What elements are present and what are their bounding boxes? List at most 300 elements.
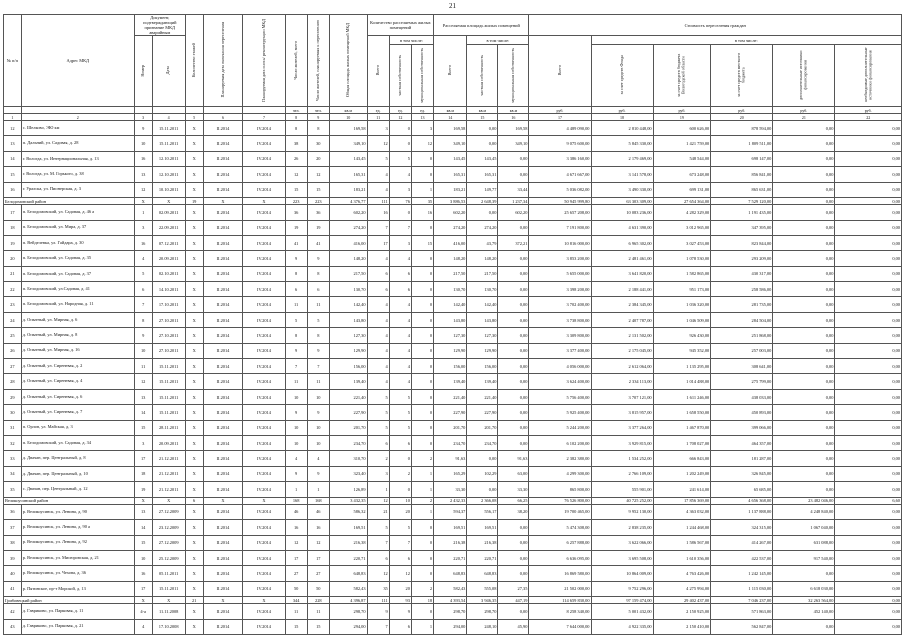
data-cell: 4 763 426,00 [653,566,711,581]
address-cell: д. Двачан, пер. Центральный, д. 10 [21,466,134,481]
data-cell: IV.2014 [243,297,285,312]
data-cell: 10.10.2011 [152,182,185,197]
data-cell: 323,40 [329,466,367,481]
data-cell: 241 614,00 [653,482,711,497]
data-cell: 0,00 [467,205,498,220]
group-cell: 93 [389,597,411,604]
data-cell: 38 [285,136,307,151]
data-cell: 0 [411,220,433,235]
data-cell: 16 [285,520,307,535]
data-cell: 0,00 [835,374,902,389]
data-cell: 7 [285,359,307,374]
data-cell: 217,50 [467,266,498,281]
data-cell: 430 317,00 [711,266,773,281]
data-cell: 11.11.2008 [152,604,185,619]
address-cell: п. Белодомовский, ул. Садовая, д. 35 [21,251,134,266]
data-cell: IV.2014 [243,328,285,343]
table-row [4,151,902,166]
data-cell: 438 033,00 [711,389,773,404]
data-cell: II.2014 [203,266,243,281]
data-cell: 26 [285,151,307,166]
unit-cell [21,107,134,114]
group-cell: 17 856 369,00 [653,497,711,504]
data-cell: 4 275 994,00 [653,581,711,596]
data-cell: 600 626,00 [653,121,711,136]
table-row [4,466,902,481]
data-cell: 0 [411,604,433,619]
data-cell: 221,40 [329,389,367,404]
data-cell: 10 [134,136,152,151]
data-cell: 3 624 400,00 [529,374,591,389]
data-cell: 1 658 550,00 [653,405,711,420]
data-cell: 293 209,00 [711,251,773,266]
data-cell: II.2014 [203,282,243,297]
data-cell: 6 965 302,00 [591,235,653,250]
resettlement-table [3,14,902,635]
data-cell: 4 [389,312,411,327]
data-cell: 12 [134,374,152,389]
data-cell: 0,00 [773,205,835,220]
data-cell: 12 [285,167,307,182]
data-cell: 169,51 [329,520,367,535]
address-cell: р. Великоусинск, ул. Ленина, д. 90 [21,504,134,519]
data-cell: 0,00 [835,343,902,358]
data-cell: IV.2014 [243,235,285,250]
data-cell: 6 [389,619,411,634]
data-cell: X [185,520,203,535]
data-cell: 0,00 [773,619,835,634]
data-cell: 0,00 [835,581,902,596]
table-row [4,297,902,312]
data-cell: 21 502 000,00 [529,581,591,596]
data-cell: 165,29 [434,466,467,481]
data-cell: 12 [389,566,411,581]
col-rooms-municipal-header: муниципальная собственность [411,45,433,107]
unit-cell: руб. [711,107,773,114]
table-row [4,266,902,281]
data-cell: X [185,343,203,358]
address-cell: п. Белодомовский, ул. Садовая, д. 37 [21,266,134,281]
data-cell: X [185,535,203,550]
data-cell: 143,45 [329,151,367,166]
unit-cell: руб. [773,107,835,114]
data-cell: 5 [389,520,411,535]
table-row [4,535,902,550]
data-cell: 16 [134,151,152,166]
data-cell: 148,20 [467,251,498,266]
unit-cell [203,107,243,114]
data-cell: X [185,604,203,619]
data-cell: 25 657 208,00 [529,205,591,220]
unit-cell: руб. [591,107,653,114]
group-cell: 4 396,87 [329,597,367,604]
data-cell: 10 864 009,00 [591,566,653,581]
data-cell: 234,70 [467,436,498,451]
group-cell: X [243,497,285,504]
data-cell: 0,00 [773,451,835,466]
data-cell: 5 845 330,00 [591,136,653,151]
data-cell: 23 [4,297,22,312]
data-cell: 41 [285,235,307,250]
data-cell: 945 352,00 [653,343,711,358]
data-cell: 0 [389,451,411,466]
data-cell: 0,00 [498,420,529,435]
data-cell: 5 [367,151,389,166]
data-cell: 216,38 [434,535,467,550]
data-cell: 143,80 [434,312,467,327]
data-cell: 18 [134,466,152,481]
group-cell: 66,25 [498,497,529,504]
table-row [4,167,902,182]
data-cell: 631 088,00 [773,535,835,550]
data-cell: 0,00 [498,297,529,312]
data-cell: 27.10.2011 [152,328,185,343]
group-cell: X [134,597,152,604]
group-cell: 6 [185,497,203,504]
data-cell: 0,00 [498,389,529,404]
data-cell: 0,00 [498,520,529,535]
col-residents-planned-header: Число жителей, планируемых к переселению [307,15,329,107]
data-cell: 0,00 [835,312,902,327]
data-cell: 38 [4,535,22,550]
data-cell: 156,00 [434,359,467,374]
group-cell: 168 [307,497,329,504]
data-cell: 0,00 [773,482,835,497]
data-cell: 0,00 [773,374,835,389]
data-cell: 2 150 410,00 [653,619,711,634]
group-cell: 4 656 368,00 [711,497,773,504]
data-cell: 3 398 200,00 [529,282,591,297]
data-cell: 165,31 [329,167,367,182]
data-cell: 0,00 [498,535,529,550]
column-number-cell: 16 [498,114,529,121]
data-cell: 7 191 800,00 [529,220,591,235]
data-cell: 4 [389,167,411,182]
table-row [4,405,902,420]
data-cell: 20 [4,251,22,266]
data-cell: 9 [367,604,389,619]
address-cell: п. Белодомовский, ул. Народная, д. 11 [21,297,134,312]
data-cell: 183,21 [329,182,367,197]
data-cell: 5 [389,151,411,166]
data-cell: 156,00 [467,359,498,374]
data-cell: X [185,328,203,343]
data-cell: 16 [134,566,152,581]
data-cell: 0 [411,359,433,374]
data-cell: 10 [134,550,152,565]
data-cell: 2 131 502,00 [591,328,653,343]
data-cell: 9 [285,405,307,420]
data-cell: 1 610 356,00 [653,550,711,565]
data-cell: IV.2014 [243,420,285,435]
data-cell: 11 [285,374,307,389]
data-cell: 27.12.2009 [152,535,185,550]
data-cell: 698 147,00 [711,151,773,166]
data-cell: X [185,436,203,451]
address-cell: р. Великоусинск, ул. Чехова, д. 36 [21,566,134,581]
data-cell: 0,00 [835,619,902,634]
data-cell: 15 [285,182,307,197]
address-cell: д. Опытный, ул. Мирная, д. 16 [21,343,134,358]
data-cell: 28 [4,374,22,389]
group-cell: 111 [367,197,389,204]
data-cell: II.2014 [203,374,243,389]
group-cell: 0,00 [835,197,902,204]
data-cell: 0,00 [835,235,902,250]
data-cell: 12.10.2011 [152,151,185,166]
data-cell: 4 [367,251,389,266]
data-cell: 602,20 [498,205,529,220]
data-cell: 16 869 580,00 [529,566,591,581]
data-cell: 30 [4,405,22,420]
data-cell: 4 363 032,00 [653,504,711,519]
data-cell: 9 [134,328,152,343]
data-cell: X [185,205,203,220]
data-cell: 648,83 [434,566,467,581]
column-number-cell: 12 [389,114,411,121]
data-cell: 326 845,00 [711,466,773,481]
data-cell: 130,70 [329,282,367,297]
data-cell: 602,20 [329,205,367,220]
data-cell: 35 [367,581,389,596]
data-cell: 19 [134,482,152,497]
data-cell: 0,00 [498,220,529,235]
data-cell: 926 430,00 [653,328,711,343]
data-cell: 4 [367,297,389,312]
data-cell: 26 [4,343,22,358]
data-cell: 6 [285,282,307,297]
data-cell: X [185,282,203,297]
data-cell: 17.10.2008 [152,619,185,634]
column-number-cell: 6 [203,114,243,121]
data-cell: 39 [4,550,22,565]
group-cell: 50 945 999,80 [529,197,591,204]
column-number-row [4,114,902,121]
data-cell: 15 [134,420,152,435]
column-number-cell: 1 [4,114,22,121]
data-cell: 3 641 820,00 [591,266,653,281]
data-cell: 2 810 448,00 [591,121,653,136]
data-cell: 0 [411,266,433,281]
data-cell: 21.12.2011 [152,451,185,466]
data-cell: 17 [285,550,307,565]
data-cell: II.2014 [203,436,243,451]
data-cell: 0 [411,282,433,297]
data-cell: 30 [307,136,329,151]
data-cell: 3 386 160,00 [529,151,591,166]
group-cell: X [203,597,243,604]
data-cell: IV.2014 [243,205,285,220]
col-cost-total-header: Всего [529,36,591,107]
data-cell: 3 [367,466,389,481]
data-cell: 586,32 [329,504,367,519]
rooms-group-header: Количество расселяемых жилых помещений [367,15,434,36]
unit-cell: руб. [529,107,591,114]
data-cell: 2 612 064,00 [591,359,653,374]
data-cell: 13 [134,167,152,182]
data-cell: 0,00 [773,420,835,435]
data-cell: 216,38 [329,535,367,550]
data-cell: 1 191 435,00 [711,205,773,220]
data-cell: IV.2014 [243,151,285,166]
data-cell: 0,00 [835,205,902,220]
data-cell: 143,45 [434,151,467,166]
data-cell: 7 [389,535,411,550]
data-cell: 10 [285,389,307,404]
data-cell: 27.12.2009 [152,504,185,519]
address-cell: д. Опытный, ул. Сиреневая, д. 2 [21,359,134,374]
data-cell: 0 [411,374,433,389]
col-demolition-header: Планируемая дата сноса/ реконструкции МКД [243,15,285,107]
data-cell: 15 [285,619,307,634]
data-cell: IV.2014 [243,581,285,596]
data-cell: 0,00 [498,312,529,327]
data-cell: 648,83 [329,566,367,581]
data-cell: 2 334 113,00 [591,374,653,389]
data-cell: 3 309 800,00 [529,328,591,343]
data-cell: 6 102 200,00 [529,436,591,451]
table-row [4,504,902,519]
data-cell: 6 636 095,00 [529,550,591,565]
data-cell: 556,17 [467,504,498,519]
data-cell: 6 [134,282,152,297]
unit-cell: кв.м [434,107,467,114]
data-cell: 951 173,00 [653,282,711,297]
data-cell: 139,40 [467,374,498,389]
data-cell: 0,00 [773,235,835,250]
data-cell: 220,71 [467,550,498,565]
data-cell: II.2014 [203,566,243,581]
address-cell: п. Вейделевка, ул. Гайдара, д. 30 [21,235,134,250]
group-cell: X [134,197,152,204]
unit-cell [243,107,285,114]
data-cell: 0 [389,205,411,220]
data-cell: 1 [411,619,433,634]
data-cell: 452 140,00 [773,604,835,619]
data-cell: 24 [4,312,22,327]
data-cell: 1 202 249,00 [653,466,711,481]
data-cell: IV.2014 [243,451,285,466]
data-cell: 16 [4,182,22,197]
data-cell: II.2014 [203,205,243,220]
data-cell: 6 [307,282,329,297]
data-cell: X [185,167,203,182]
data-cell: 102,29 [467,466,498,481]
data-cell: 0,00 [773,566,835,581]
data-cell: 0,00 [835,451,902,466]
data-cell: 0,00 [498,266,529,281]
data-cell: X [185,389,203,404]
data-cell: 65 685,00 [711,482,773,497]
address-cell: д. Опытный, ул. Сиреневая, д. 7 [21,405,134,420]
data-cell: 15.11.2011 [152,405,185,420]
data-cell: II.2014 [203,297,243,312]
data-cell: 3 377 264,00 [591,420,653,435]
col-extra-header: дополнительные источники финансирования [773,45,835,107]
data-cell: 42 [4,604,22,619]
data-cell: 0 [389,121,411,136]
data-cell: 139,40 [329,374,367,389]
data-cell: 1 [411,482,433,497]
data-cell: II.2014 [203,251,243,266]
data-cell: 21 [4,266,22,281]
data-cell: 414 267,00 [711,535,773,550]
group-cell: X [134,497,152,504]
data-cell: 6 [367,436,389,451]
address-cell: д. Опытный, ул. Мирная, д. 6 [21,312,134,327]
group-cell: 63 303 309,00 [591,197,653,204]
data-cell: 25 [4,328,22,343]
group-cell: 4 376,77 [329,197,367,204]
data-cell: 0 [411,343,433,358]
data-cell: 12 [367,136,389,151]
data-cell: 0,00 [498,343,529,358]
data-cell: 139,40 [434,374,467,389]
data-cell: 5 655 000,00 [529,266,591,281]
data-cell: 5 [134,266,152,281]
unit-cell [185,107,203,114]
data-cell: 0 [411,328,433,343]
data-cell: 19 [285,220,307,235]
data-cell: 548 544,00 [653,151,711,166]
data-cell: 07.12.2011 [152,235,185,250]
unit-cell: ед. [389,107,411,114]
table-header [4,15,902,107]
data-cell: 0,00 [773,359,835,374]
data-cell: 823 844,00 [711,235,773,250]
data-cell: 15.11.2011 [152,389,185,404]
address-cell: р. Великоусинск, ул. Мисюровская, д. 21 [21,550,134,565]
data-cell: 12 [285,535,307,550]
group-cell: 21 [185,597,203,604]
data-cell: X [185,266,203,281]
col-doc-date-header: Дата [152,36,185,107]
data-cell: 3 027 453,00 [653,235,711,250]
group-cell: 223 [307,197,329,204]
data-cell: 11 [285,604,307,619]
data-cell: 0,00 [467,121,498,136]
column-number-cell: 13 [411,114,433,121]
data-cell: X [185,482,203,497]
data-cell: 14 [134,405,152,420]
address-cell: д. Опытный, ул. Мирная, д. 8 [21,328,134,343]
col-doc-number-header: Номер [134,36,152,107]
data-cell: 3 695 508,00 [591,550,653,565]
col-local-header: за счет средств местного бюджета [711,45,773,107]
group-cell: 18 [411,597,433,604]
data-cell: 257 003,00 [711,343,773,358]
data-cell: 3 [389,235,411,250]
data-cell: 13 [4,136,22,151]
data-cell: X [185,136,203,151]
data-cell: 1 [411,466,433,481]
data-cell: 878 594,00 [711,121,773,136]
data-cell: 19 [307,220,329,235]
area-incl-header: в том числе: [467,36,529,45]
data-cell: 0,00 [835,550,902,565]
data-cell: 43 [4,619,22,634]
group-cell: 6,60 [835,497,902,504]
group-cell: 111 [367,597,389,604]
data-cell: 148,20 [434,251,467,266]
data-cell: 5 474 308,00 [529,520,591,535]
data-cell: 582,43 [329,581,367,596]
col-regional-header: за счет средств бюджета Вологодской области [653,45,711,107]
data-cell: 16 [307,520,329,535]
data-cell: 10 [307,436,329,451]
data-cell: 4 [367,182,389,197]
data-cell: X [185,504,203,519]
